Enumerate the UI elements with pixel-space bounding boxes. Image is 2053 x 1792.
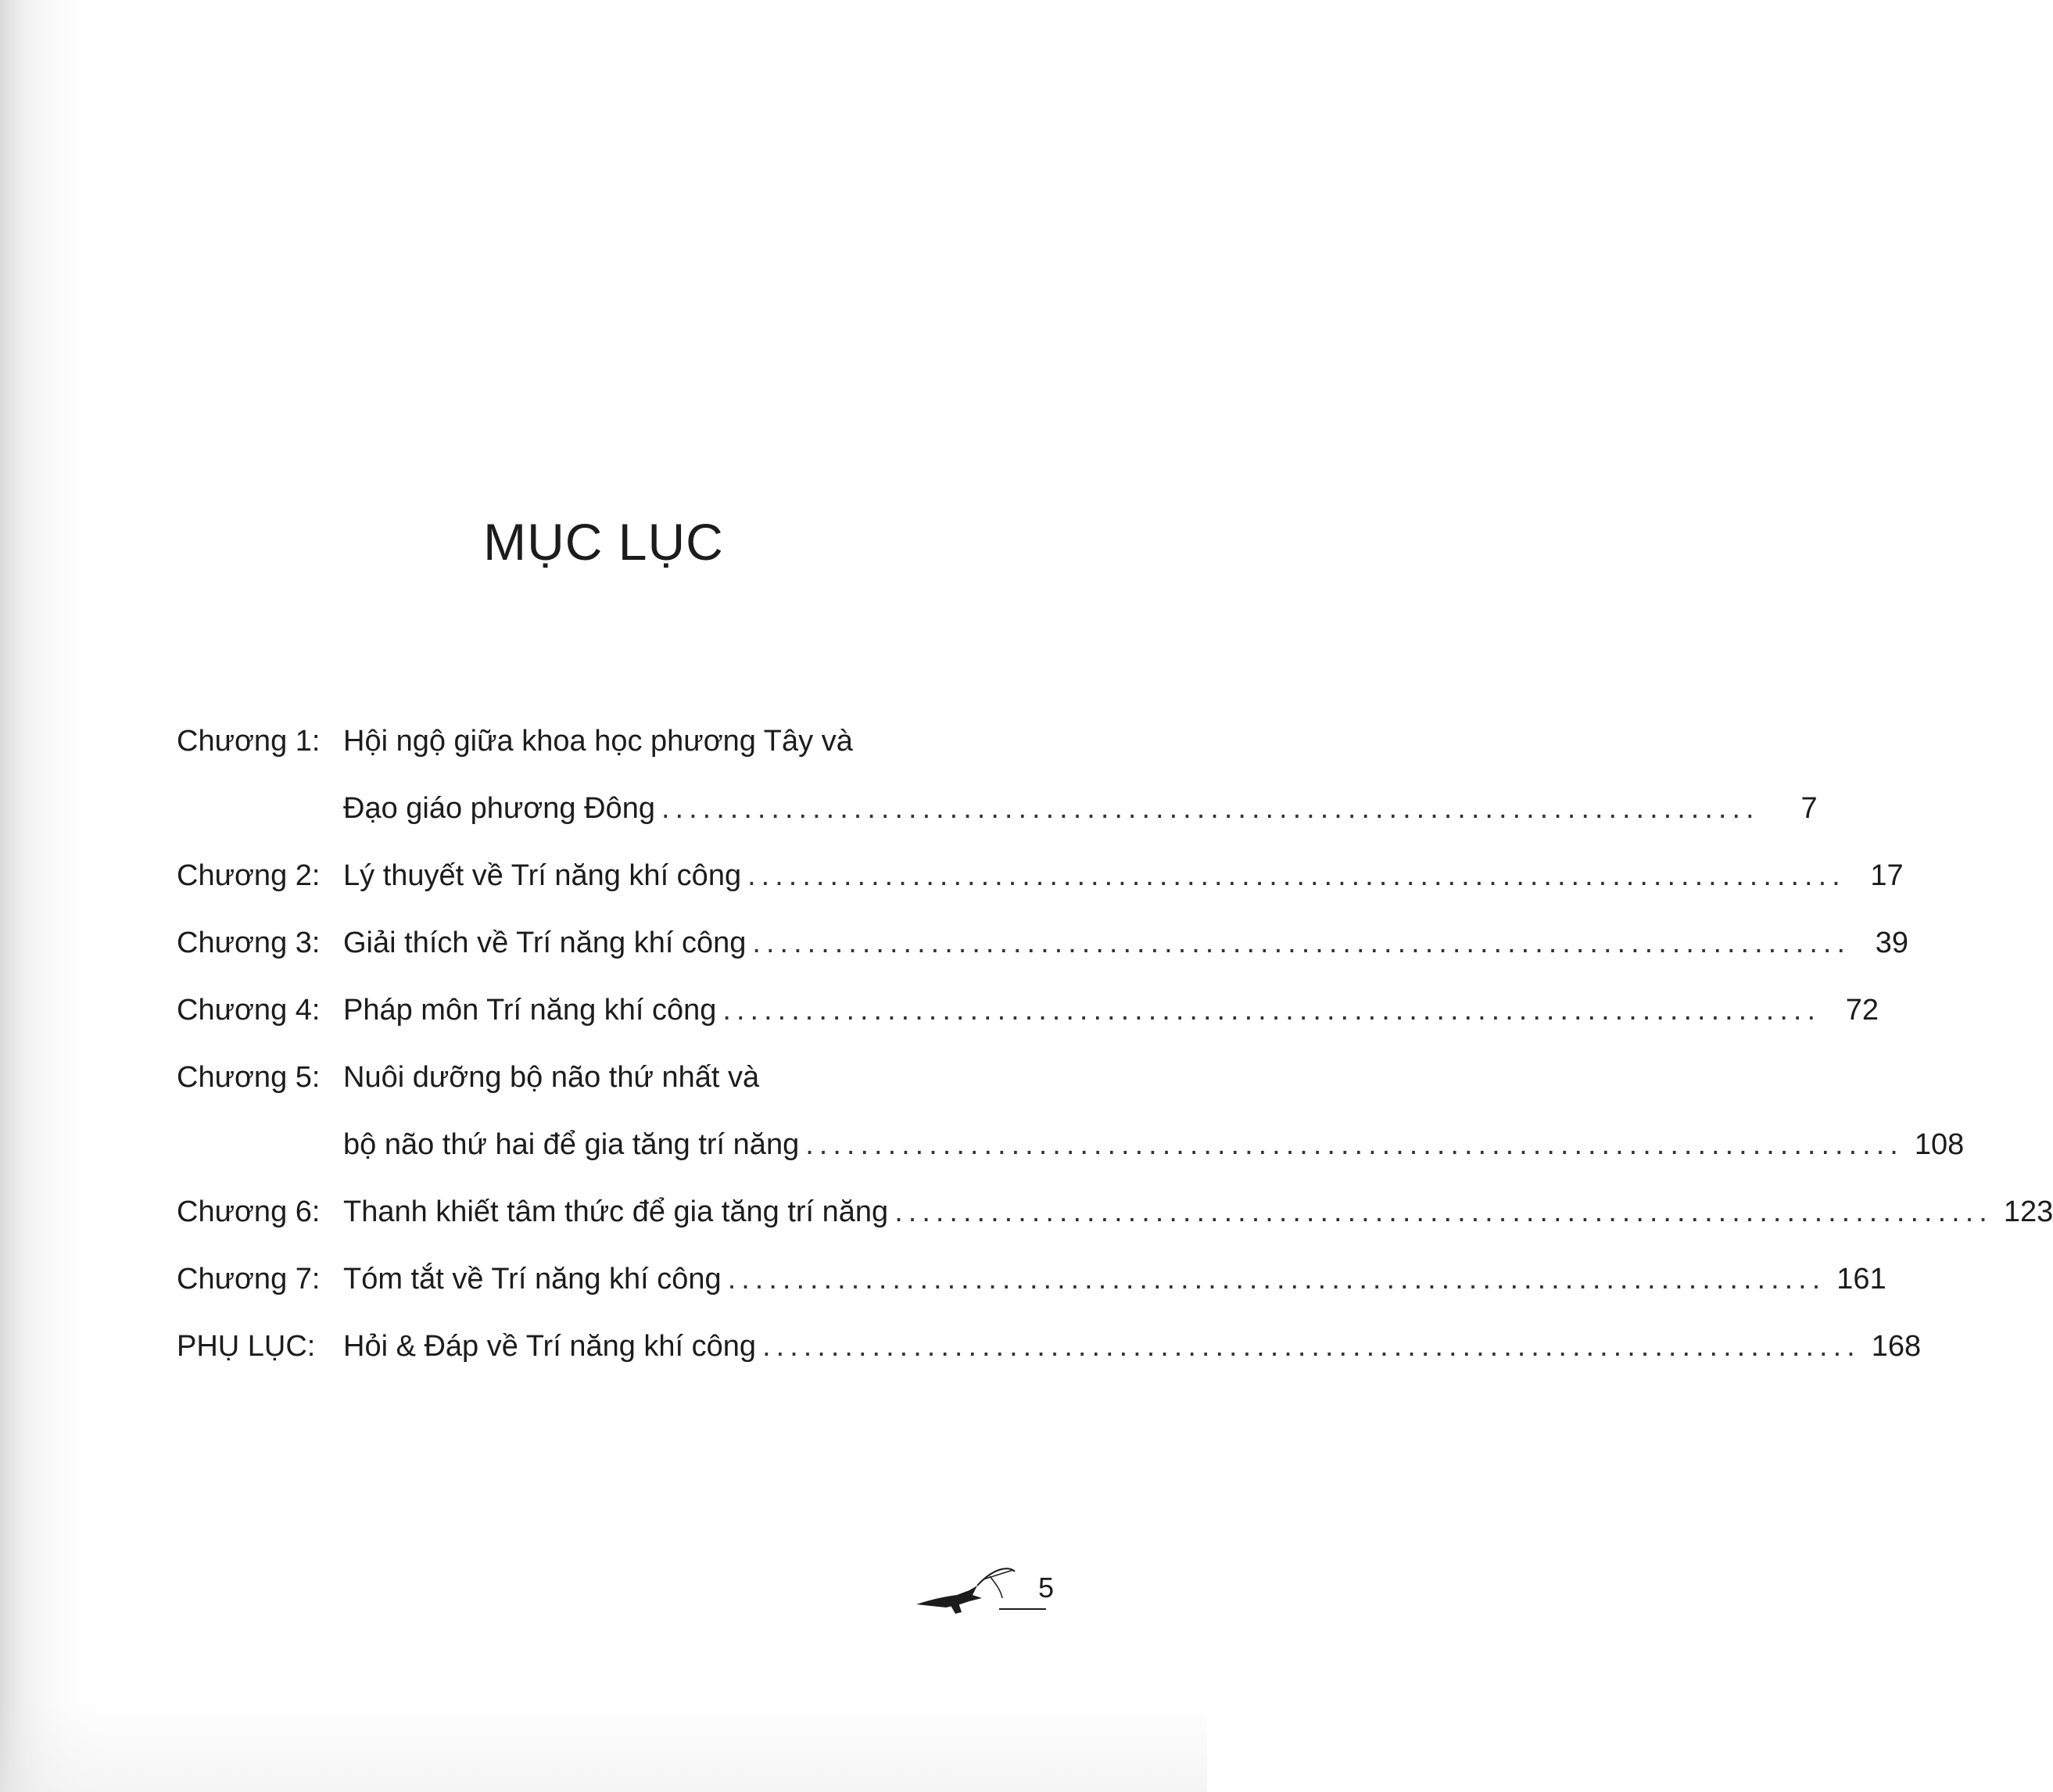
toc-entry-chapter-3	[177, 909, 1909, 977]
dot-leader: ................................................................................	[727, 1263, 1826, 1296]
dot-leader: ................................................................................	[752, 926, 1851, 959]
bird-archer-icon	[915, 1564, 1055, 1626]
toc-entry-title: Pháp môn Trí năng khí công	[343, 994, 717, 1027]
toc-entry-page: 123	[2003, 1195, 2053, 1228]
toc-entry-page: 7	[1800, 792, 1818, 825]
dot-leader: ................................................................................	[894, 1195, 1993, 1228]
page-shadow	[0, 1698, 1207, 1792]
toc-entry-label: Chương 6:	[177, 1195, 321, 1228]
toc-entry-page: 168	[1871, 1330, 1922, 1363]
table-of-contents	[177, 708, 2053, 1380]
toc-entry-appendix	[177, 1313, 1922, 1380]
toc-entry-label: Chương 5:	[177, 1061, 321, 1094]
toc-entry-page: 72	[1845, 994, 1879, 1027]
dot-leader: ................................................................................	[762, 1330, 1861, 1363]
toc-entry-chapter-4	[177, 977, 1879, 1044]
toc-entry-label: Chương 7:	[177, 1263, 321, 1296]
toc-entry-chapter-7	[177, 1245, 1886, 1313]
page-title: MỤC LỤC	[483, 513, 724, 571]
dot-leader: ................................................................................	[661, 792, 1760, 825]
toc-entry-title: Đạo giáo phương Đông	[343, 792, 655, 825]
toc-entry-title: Tóm tắt về Trí năng khí công	[343, 1263, 722, 1296]
toc-entry-label: Chương 2:	[177, 859, 321, 892]
toc-entry-page: 39	[1875, 926, 1909, 959]
toc-entry-label: PHỤ LỤC:	[177, 1330, 316, 1363]
toc-entry-page: 17	[1870, 859, 1904, 892]
toc-entry-title: Nuôi dưỡng bộ não thứ nhất và	[343, 1061, 760, 1094]
toc-entry-title: Lý thuyết về Trí năng khí công	[343, 859, 742, 892]
toc-entry-chapter-6	[177, 1178, 2053, 1245]
toc-entry-chapter-2	[177, 842, 1904, 909]
toc-entry-chapter-1	[177, 708, 1818, 842]
toc-entry-title: Hỏi & Đáp về Trí năng khí công	[343, 1330, 757, 1363]
footer-ornament	[915, 1564, 1055, 1626]
toc-entry-title: Thanh khiết tâm thức để gia tăng trí năng	[343, 1195, 889, 1228]
dot-leader: ................................................................................	[805, 1128, 1904, 1161]
toc-entry-label: Chương 4:	[177, 994, 321, 1027]
toc-entry-label: Chương 3:	[177, 926, 321, 959]
page-number: 5	[1038, 1572, 1055, 1604]
toc-entry-title: Giải thích về Trí năng khí công	[343, 926, 747, 959]
toc-entry-page: 108	[1914, 1128, 1965, 1161]
dot-leader: ................................................................................	[722, 994, 1822, 1027]
toc-entry-label: Chương 1:	[177, 725, 321, 758]
dot-leader: ................................................................................	[747, 859, 1846, 892]
toc-entry-title: bộ não thứ hai để gia tăng trí năng	[343, 1128, 800, 1161]
toc-entry-chapter-5	[177, 1044, 1965, 1178]
toc-entry-title: Hội ngộ giữa khoa học phương Tây và	[343, 725, 853, 758]
toc-entry-page: 161	[1836, 1263, 1886, 1296]
